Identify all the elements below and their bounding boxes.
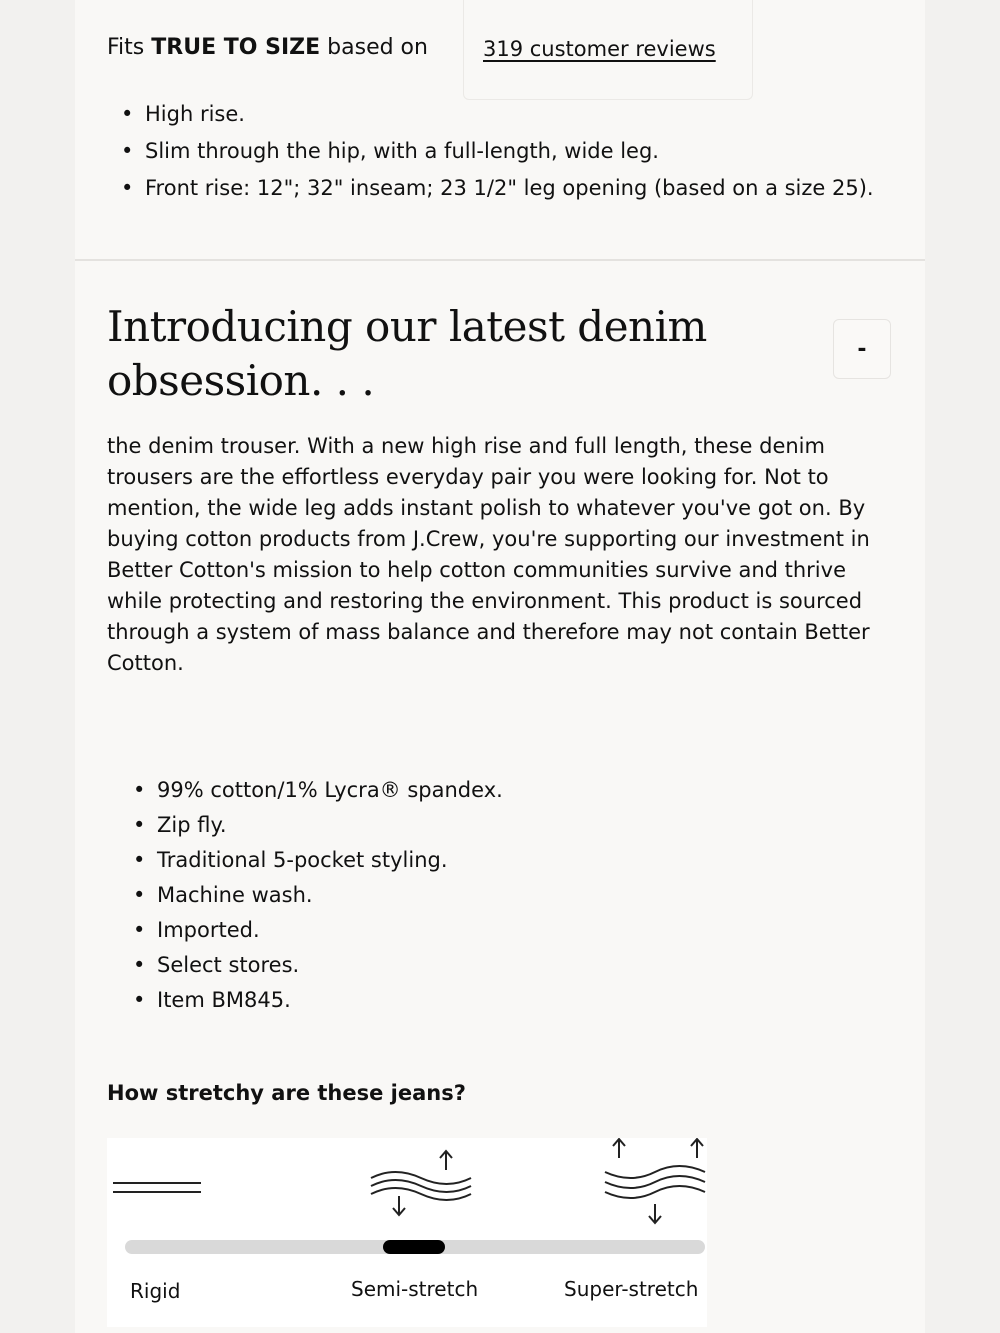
product-description: the denim trouser. With a new high rise and full length, these denim trousers are the effortless everyday pair you were looking for. Not to mention, the wide leg adds instant polish to whatever you've got on. By buying cotton products from J.Crew, you're supporting our investment in Better Cotton's mission to help cotton communities survive and thrive while protecting and restoring the environment. This product is sourced through a system of mass balance and therefore may not contain Better Cotton. xyxy=(107,434,870,675)
fit-detail-text: Slim through the hip, with a full-length, wide leg. xyxy=(145,139,659,163)
stretch-indicator xyxy=(383,1240,445,1254)
fit-emphasis: TRUE TO SIZE xyxy=(151,35,321,60)
spec-text: Zip fly. xyxy=(157,813,227,837)
list-item: • Item BM845. xyxy=(133,988,291,1012)
list-item: • High rise. xyxy=(121,102,245,126)
scale-label-super-stretch: Super-stretch xyxy=(564,1277,699,1301)
spec-text: Item BM845. xyxy=(157,988,291,1012)
spec-text: Machine wash. xyxy=(157,883,313,907)
stretch-heading: How stretchy are these jeans? xyxy=(107,1081,466,1105)
fit-suffix: based on xyxy=(327,35,428,60)
scale-label-rigid: Rigid xyxy=(130,1279,181,1303)
list-item: • 99% cotton/1% Lycra® spandex. xyxy=(133,778,503,802)
spec-list xyxy=(133,773,833,1018)
stretch-track xyxy=(125,1240,705,1254)
product-details-page xyxy=(75,0,925,1333)
section-divider xyxy=(75,259,925,261)
list-item: • Front rise: 12"; 32" inseam; 23 1/2" leg opening (based on a size 25). xyxy=(121,176,874,200)
spec-text: 99% cotton/1% Lycra® spandex. xyxy=(157,778,503,802)
list-item: • Select stores. xyxy=(133,953,300,977)
section-title: Introducing our latest denim obsession. . . xyxy=(107,302,707,405)
customer-reviews-link[interactable]: 319 customer reviews xyxy=(483,37,716,61)
list-item: • Zip fly. xyxy=(133,813,227,837)
list-item: • Machine wash. xyxy=(133,883,313,907)
scale-label-semi-stretch: Semi-stretch xyxy=(351,1277,479,1301)
fit-summary xyxy=(107,32,428,64)
fit-details-list xyxy=(121,102,881,213)
super-stretch-wave-icon xyxy=(603,1138,707,1228)
list-item: • Slim through the hip, with a full-length, wide leg. xyxy=(121,139,659,163)
fit-detail-text: High rise. xyxy=(145,102,245,126)
fit-detail-text: Front rise: 12"; 32" inseam; 23 1/2" leg opening (based on a size 25). xyxy=(145,176,874,200)
stretch-scale xyxy=(107,1138,707,1327)
list-item: • Imported. xyxy=(133,918,260,942)
semi-stretch-wave-icon xyxy=(369,1148,473,1218)
fit-prefix: Fits xyxy=(107,35,145,60)
spec-text: Select stores. xyxy=(157,953,300,977)
rigid-lines-icon xyxy=(111,1178,203,1198)
spec-text: Imported. xyxy=(157,918,260,942)
list-item: • Traditional 5-pocket styling. xyxy=(133,848,448,872)
collapse-button[interactable]: - xyxy=(833,319,891,379)
spec-text: Traditional 5-pocket styling. xyxy=(157,848,448,872)
